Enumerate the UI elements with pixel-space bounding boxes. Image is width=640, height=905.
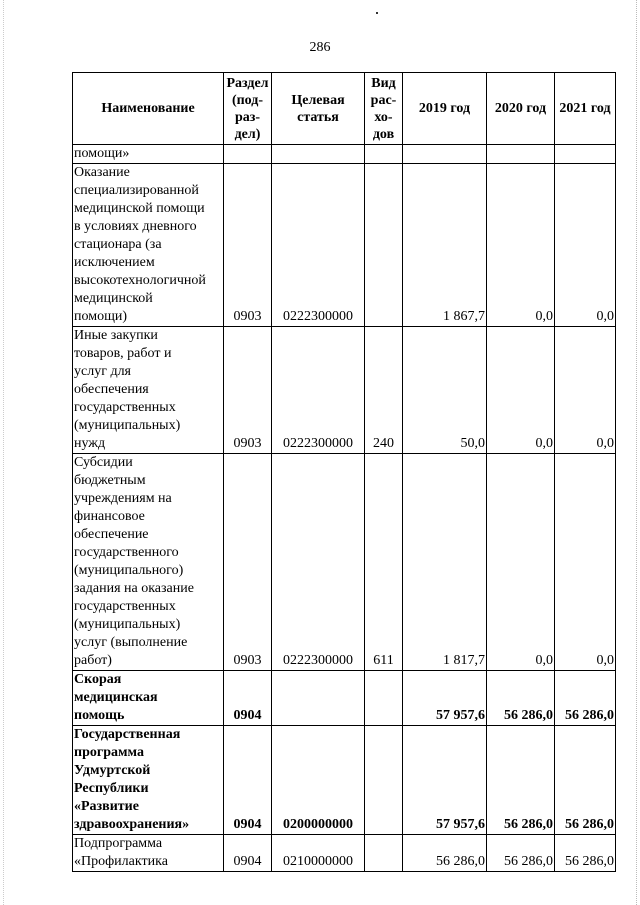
cell-section: 0903 xyxy=(224,327,272,454)
cell-2020: 56 286,0 xyxy=(487,835,555,872)
cell-2019 xyxy=(403,145,487,164)
cell-name: Оказание специализированной медицинской помощи в условиях дневного стационара (за исключением высокотехнологичной медицинской помощи) xyxy=(73,164,224,327)
scan-edge-left xyxy=(3,0,5,905)
cell-2021: 0,0 xyxy=(555,327,616,454)
cell-section: 0904 xyxy=(224,726,272,835)
table-row xyxy=(73,145,616,164)
table-header-row xyxy=(73,73,616,145)
header-kind: Вид рас- хо- дов xyxy=(365,73,403,145)
cell-2021: 56 286,0 xyxy=(555,835,616,872)
cell-kind xyxy=(365,164,403,327)
cell-2020: 0,0 xyxy=(487,327,555,454)
cell-target xyxy=(272,145,365,164)
table-row xyxy=(73,835,616,872)
budget-table xyxy=(72,72,616,872)
cell-target: 0222300000 xyxy=(272,327,365,454)
cell-2019: 57 957,6 xyxy=(403,726,487,835)
cell-2020: 0,0 xyxy=(487,454,555,671)
cell-2021: 56 286,0 xyxy=(555,671,616,726)
table-row xyxy=(73,726,616,835)
cell-kind xyxy=(365,145,403,164)
cell-name: помощи» xyxy=(73,145,224,164)
scan-edge-right xyxy=(635,0,637,905)
cell-name: Подпрограмма «Профилактика xyxy=(73,835,224,872)
cell-2020: 56 286,0 xyxy=(487,671,555,726)
header-2020: 2020 год xyxy=(487,73,555,145)
cell-2019: 57 957,6 xyxy=(403,671,487,726)
table-row xyxy=(73,454,616,671)
cell-kind xyxy=(365,835,403,872)
cell-target: 0222300000 xyxy=(272,164,365,327)
header-2021: 2021 год xyxy=(555,73,616,145)
table-row xyxy=(73,164,616,327)
cell-name: Государственная программа Удмуртской Республики «Развитие здравоохранения» xyxy=(73,726,224,835)
cell-kind xyxy=(365,671,403,726)
cell-kind: 240 xyxy=(365,327,403,454)
scan-speck xyxy=(376,12,378,14)
table-row xyxy=(73,327,616,454)
cell-section: 0904 xyxy=(224,835,272,872)
header-name: Наименование xyxy=(73,73,224,145)
header-2019: 2019 год xyxy=(403,73,487,145)
cell-target: 0200000000 xyxy=(272,726,365,835)
cell-2021: 0,0 xyxy=(555,454,616,671)
cell-kind xyxy=(365,726,403,835)
page-number: 286 xyxy=(309,40,331,55)
cell-target: 0222300000 xyxy=(272,454,365,671)
cell-section: 0903 xyxy=(224,454,272,671)
cell-section xyxy=(224,145,272,164)
cell-2021 xyxy=(555,145,616,164)
cell-2019: 1 817,7 xyxy=(403,454,487,671)
cell-2021: 56 286,0 xyxy=(555,726,616,835)
header-target: Целевая статья xyxy=(272,73,365,145)
cell-target: 0210000000 xyxy=(272,835,365,872)
cell-name: Иные закупки товаров, работ и услуг для обеспечения государственных (муниципальных) нужд xyxy=(73,327,224,454)
cell-name: Скорая медицинская помощь xyxy=(73,671,224,726)
cell-2020: 56 286,0 xyxy=(487,726,555,835)
cell-kind: 611 xyxy=(365,454,403,671)
table-body xyxy=(73,145,616,872)
header-section: Раздел (под- раз- дел) xyxy=(224,73,272,145)
cell-2020 xyxy=(487,145,555,164)
cell-2019: 56 286,0 xyxy=(403,835,487,872)
table-row xyxy=(73,671,616,726)
cell-2019: 50,0 xyxy=(403,327,487,454)
cell-section: 0903 xyxy=(224,164,272,327)
cell-2019: 1 867,7 xyxy=(403,164,487,327)
cell-target xyxy=(272,671,365,726)
cell-2020: 0,0 xyxy=(487,164,555,327)
cell-name: Субсидии бюджетным учреждениям на финансовое обеспечение государственного (муниципального) задания на оказание государственных (муниципальных) услуг (выполнение работ) xyxy=(73,454,224,671)
cell-2021: 0,0 xyxy=(555,164,616,327)
cell-section: 0904 xyxy=(224,671,272,726)
